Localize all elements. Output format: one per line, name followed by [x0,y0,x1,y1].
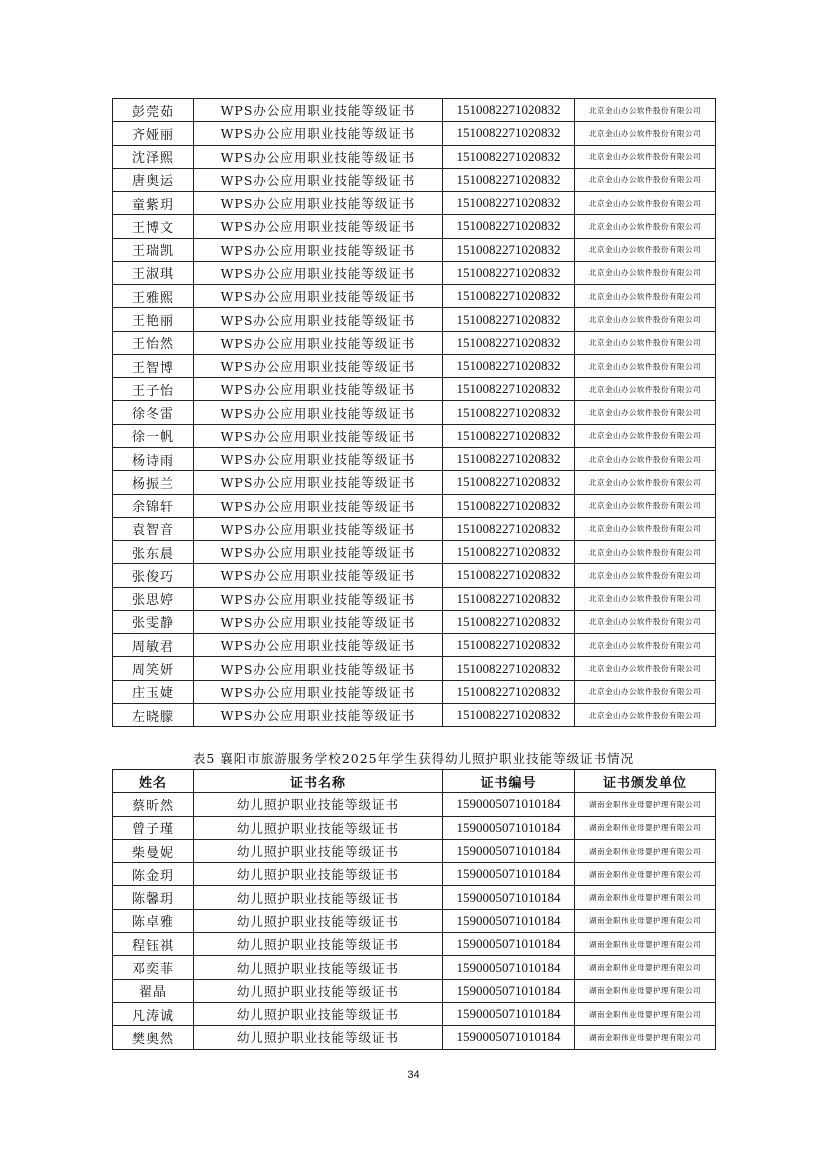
issuing-organization: 北京金山办公软件股份有限公司 [575,703,716,726]
table-row [113,331,716,354]
issuing-organization: 北京金山办公软件股份有限公司 [575,378,716,401]
certificate-name: 幼儿照护职业技能等级证书 [194,909,443,932]
table-body [113,99,716,727]
certificate-name: 幼儿照护职业技能等级证书 [194,886,443,909]
issuing-organization: 北京金山办公软件股份有限公司 [575,494,716,517]
certificate-name: WPS办公应用职业技能等级证书 [194,378,443,401]
certificate-number: 1510082271020832 [443,261,575,284]
certificate-number: 1510082271020832 [443,354,575,377]
issuing-organization: 北京金山办公软件股份有限公司 [575,587,716,610]
table-row [113,816,716,839]
certificate-name: WPS办公应用职业技能等级证书 [194,215,443,238]
issuing-organization: 湖南金职伟业母婴护理有限公司 [575,956,716,979]
table-row [113,979,716,1002]
table-row [113,610,716,633]
table-header [113,770,716,793]
issuing-organization: 湖南金职伟业母婴护理有限公司 [575,933,716,956]
issuing-organization: 湖南金职伟业母婴护理有限公司 [575,863,716,886]
certificate-name: WPS办公应用职业技能等级证书 [194,610,443,633]
student-name: 王怡然 [113,331,194,354]
certificate-name: 幼儿照护职业技能等级证书 [194,863,443,886]
certificate-number: 1510082271020832 [443,168,575,191]
certificate-name: WPS办公应用职业技能等级证书 [194,285,443,308]
student-name: 柴曼妮 [113,839,194,862]
certificate-number: 1590005071010184 [443,863,575,886]
certificate-number: 1510082271020832 [443,424,575,447]
certificate-name: WPS办公应用职业技能等级证书 [194,99,443,122]
table-row [113,192,716,215]
certificate-number: 1510082271020832 [443,634,575,657]
table-row [113,564,716,587]
issuing-organization: 湖南金职伟业母婴护理有限公司 [575,979,716,1002]
certificate-name: WPS办公应用职业技能等级证书 [194,587,443,610]
student-name: 王子怡 [113,378,194,401]
certificate-number: 1590005071010184 [443,886,575,909]
table-row [113,863,716,886]
table-row [113,657,716,680]
table-row [113,471,716,494]
student-name: 童紫玥 [113,192,194,215]
certificate-number: 1510082271020832 [443,99,575,122]
student-name: 周笑妍 [113,657,194,680]
certificate-number: 1510082271020832 [443,517,575,540]
certificate-number: 1590005071010184 [443,909,575,932]
certificate-name: 幼儿照护职业技能等级证书 [194,816,443,839]
table-row [113,680,716,703]
header-cert: 证书名称 [194,770,443,793]
issuing-organization: 北京金山办公软件股份有限公司 [575,610,716,633]
issuing-organization: 北京金山办公软件股份有限公司 [575,541,716,564]
student-name: 周敏君 [113,634,194,657]
certificate-number: 1510082271020832 [443,447,575,470]
student-name: 王智博 [113,354,194,377]
certificate-number: 1510082271020832 [443,192,575,215]
student-name: 邓奕菲 [113,956,194,979]
certificate-name: WPS办公应用职业技能等级证书 [194,424,443,447]
certificate-number: 1510082271020832 [443,564,575,587]
certificate-number: 1590005071010184 [443,1002,575,1025]
certificate-number: 1510082271020832 [443,145,575,168]
table-row [113,494,716,517]
certificate-name: WPS办公应用职业技能等级证书 [194,680,443,703]
student-name: 庄玉婕 [113,680,194,703]
student-name: 王淑琪 [113,261,194,284]
table-caption: 表5 襄阳市旅游服务学校2025年学生获得幼儿照护职业技能等级证书情况 [192,751,635,766]
table-row [113,909,716,932]
certificate-number: 1590005071010184 [443,933,575,956]
issuing-organization: 北京金山办公软件股份有限公司 [575,99,716,122]
certificate-number: 1510082271020832 [443,238,575,261]
certificate-name: WPS办公应用职业技能等级证书 [194,331,443,354]
certificate-table-childcare [112,769,716,1050]
table-row [113,168,716,191]
table-row [113,933,716,956]
table-row [113,886,716,909]
issuing-organization: 北京金山办公软件股份有限公司 [575,192,716,215]
issuing-organization: 北京金山办公软件股份有限公司 [575,657,716,680]
certificate-name: WPS办公应用职业技能等级证书 [194,192,443,215]
table-row [113,238,716,261]
certificate-number: 1510082271020832 [443,471,575,494]
issuing-organization: 北京金山办公软件股份有限公司 [575,354,716,377]
certificate-number: 1510082271020832 [443,378,575,401]
student-name: 张雯静 [113,610,194,633]
issuing-organization: 北京金山办公软件股份有限公司 [575,215,716,238]
certificate-number: 1510082271020832 [443,215,575,238]
student-name: 唐奥运 [113,168,194,191]
table-row [113,424,716,447]
student-name: 齐娅丽 [113,122,194,145]
table-row [113,1002,716,1025]
certificate-name: WPS办公应用职业技能等级证书 [194,168,443,191]
table-body [113,793,716,1049]
issuing-organization: 北京金山办公软件股份有限公司 [575,168,716,191]
issuing-organization: 北京金山办公软件股份有限公司 [575,447,716,470]
table-row [113,261,716,284]
student-name: 杨诗雨 [113,447,194,470]
issuing-organization: 北京金山办公软件股份有限公司 [575,308,716,331]
table-row [113,354,716,377]
certificate-name: 幼儿照护职业技能等级证书 [194,979,443,1002]
certificate-name: WPS办公应用职业技能等级证书 [194,703,443,726]
certificate-name: 幼儿照护职业技能等级证书 [194,1026,443,1049]
certificate-name: WPS办公应用职业技能等级证书 [194,122,443,145]
certificate-name: WPS办公应用职业技能等级证书 [194,471,443,494]
issuing-organization: 北京金山办公软件股份有限公司 [575,401,716,424]
certificate-name: WPS办公应用职业技能等级证书 [194,145,443,168]
certificate-number: 1590005071010184 [443,816,575,839]
issuing-organization: 北京金山办公软件股份有限公司 [575,564,716,587]
certificate-number: 1510082271020832 [443,657,575,680]
certificate-name: WPS办公应用职业技能等级证书 [194,447,443,470]
student-name: 左晓朦 [113,703,194,726]
issuing-organization: 北京金山办公软件股份有限公司 [575,261,716,284]
issuing-organization: 湖南金职伟业母婴护理有限公司 [575,1002,716,1025]
certificate-name: WPS办公应用职业技能等级证书 [194,494,443,517]
certificate-number: 1590005071010184 [443,793,575,816]
issuing-organization: 北京金山办公软件股份有限公司 [575,471,716,494]
certificate-number: 1510082271020832 [443,308,575,331]
issuing-organization: 湖南金职伟业母婴护理有限公司 [575,793,716,816]
table-row [113,215,716,238]
certificate-number: 1510082271020832 [443,703,575,726]
issuing-organization: 湖南金职伟业母婴护理有限公司 [575,816,716,839]
certificate-number: 1590005071010184 [443,1026,575,1049]
certificate-number: 1510082271020832 [443,587,575,610]
certificate-name: WPS办公应用职业技能等级证书 [194,634,443,657]
issuing-organization: 北京金山办公软件股份有限公司 [575,145,716,168]
student-name: 陈馨玥 [113,886,194,909]
issuing-organization: 湖南金职伟业母婴护理有限公司 [575,839,716,862]
certificate-name: WPS办公应用职业技能等级证书 [194,354,443,377]
table-row [113,308,716,331]
table-row [113,99,716,122]
student-name: 樊奥然 [113,1026,194,1049]
student-name: 王雅熙 [113,285,194,308]
certificate-number: 1590005071010184 [443,979,575,1002]
certificate-number: 1590005071010184 [443,839,575,862]
issuing-organization: 湖南金职伟业母婴护理有限公司 [575,909,716,932]
certificate-name: WPS办公应用职业技能等级证书 [194,261,443,284]
certificate-number: 1510082271020832 [443,680,575,703]
certificate-number: 1510082271020832 [443,285,575,308]
certificate-name: WPS办公应用职业技能等级证书 [194,517,443,540]
table-row [113,703,716,726]
certificate-number: 1510082271020832 [443,541,575,564]
issuing-organization: 北京金山办公软件股份有限公司 [575,285,716,308]
certificate-name: 幼儿照护职业技能等级证书 [194,933,443,956]
student-name: 凡涛诚 [113,1002,194,1025]
student-name: 王博文 [113,215,194,238]
certificate-name: 幼儿照护职业技能等级证书 [194,793,443,816]
certificate-number: 1590005071010184 [443,956,575,979]
certificate-name: WPS办公应用职业技能等级证书 [194,657,443,680]
table-row [113,285,716,308]
table-row [113,793,716,816]
student-name: 王瑞凯 [113,238,194,261]
certificate-name: WPS办公应用职业技能等级证书 [194,238,443,261]
student-name: 张思婷 [113,587,194,610]
issuing-organization: 北京金山办公软件股份有限公司 [575,517,716,540]
student-name: 翟晶 [113,979,194,1002]
issuing-organization: 北京金山办公软件股份有限公司 [575,680,716,703]
certificate-name: WPS办公应用职业技能等级证书 [194,541,443,564]
certificate-number: 1510082271020832 [443,494,575,517]
student-name: 张俊巧 [113,564,194,587]
certificate-table-wps [112,98,716,727]
certificate-name: 幼儿照护职业技能等级证书 [194,839,443,862]
table-row [113,517,716,540]
table-row [113,447,716,470]
issuing-organization: 北京金山办公软件股份有限公司 [575,331,716,354]
issuing-organization: 湖南金职伟业母婴护理有限公司 [575,1026,716,1049]
table-row [113,401,716,424]
page-number: 34 [407,1069,420,1081]
header-issuer: 证书颁发单位 [575,770,716,793]
student-name: 杨振兰 [113,471,194,494]
header-row [113,770,716,793]
table-row [113,541,716,564]
table-row [113,122,716,145]
student-name: 袁智音 [113,517,194,540]
student-name: 徐冬雷 [113,401,194,424]
student-name: 张东晨 [113,541,194,564]
student-name: 王艳丽 [113,308,194,331]
header-number: 证书编号 [443,770,575,793]
table-row [113,956,716,979]
table-row [113,839,716,862]
certificate-name: WPS办公应用职业技能等级证书 [194,564,443,587]
table-row [113,634,716,657]
issuing-organization: 湖南金职伟业母婴护理有限公司 [575,886,716,909]
table-row [113,1026,716,1049]
certificate-name: 幼儿照护职业技能等级证书 [194,956,443,979]
issuing-organization: 北京金山办公软件股份有限公司 [575,634,716,657]
certificate-name: WPS办公应用职业技能等级证书 [194,308,443,331]
certificate-number: 1510082271020832 [443,122,575,145]
student-name: 陈金玥 [113,863,194,886]
issuing-organization: 北京金山办公软件股份有限公司 [575,424,716,447]
table-row [113,378,716,401]
student-name: 彭莞茹 [113,99,194,122]
student-name: 曾子瑾 [113,816,194,839]
student-name: 程钰祺 [113,933,194,956]
certificate-number: 1510082271020832 [443,401,575,424]
student-name: 余锦轩 [113,494,194,517]
issuing-organization: 北京金山办公软件股份有限公司 [575,122,716,145]
certificate-number: 1510082271020832 [443,331,575,354]
header-name: 姓名 [113,770,194,793]
student-name: 陈卓雅 [113,909,194,932]
issuing-organization: 北京金山办公软件股份有限公司 [575,238,716,261]
table-row [113,587,716,610]
table-row [113,145,716,168]
student-name: 沈泽熙 [113,145,194,168]
certificate-name: WPS办公应用职业技能等级证书 [194,401,443,424]
student-name: 蔡昕然 [113,793,194,816]
certificate-number: 1510082271020832 [443,610,575,633]
certificate-name: 幼儿照护职业技能等级证书 [194,1002,443,1025]
student-name: 徐一帆 [113,424,194,447]
